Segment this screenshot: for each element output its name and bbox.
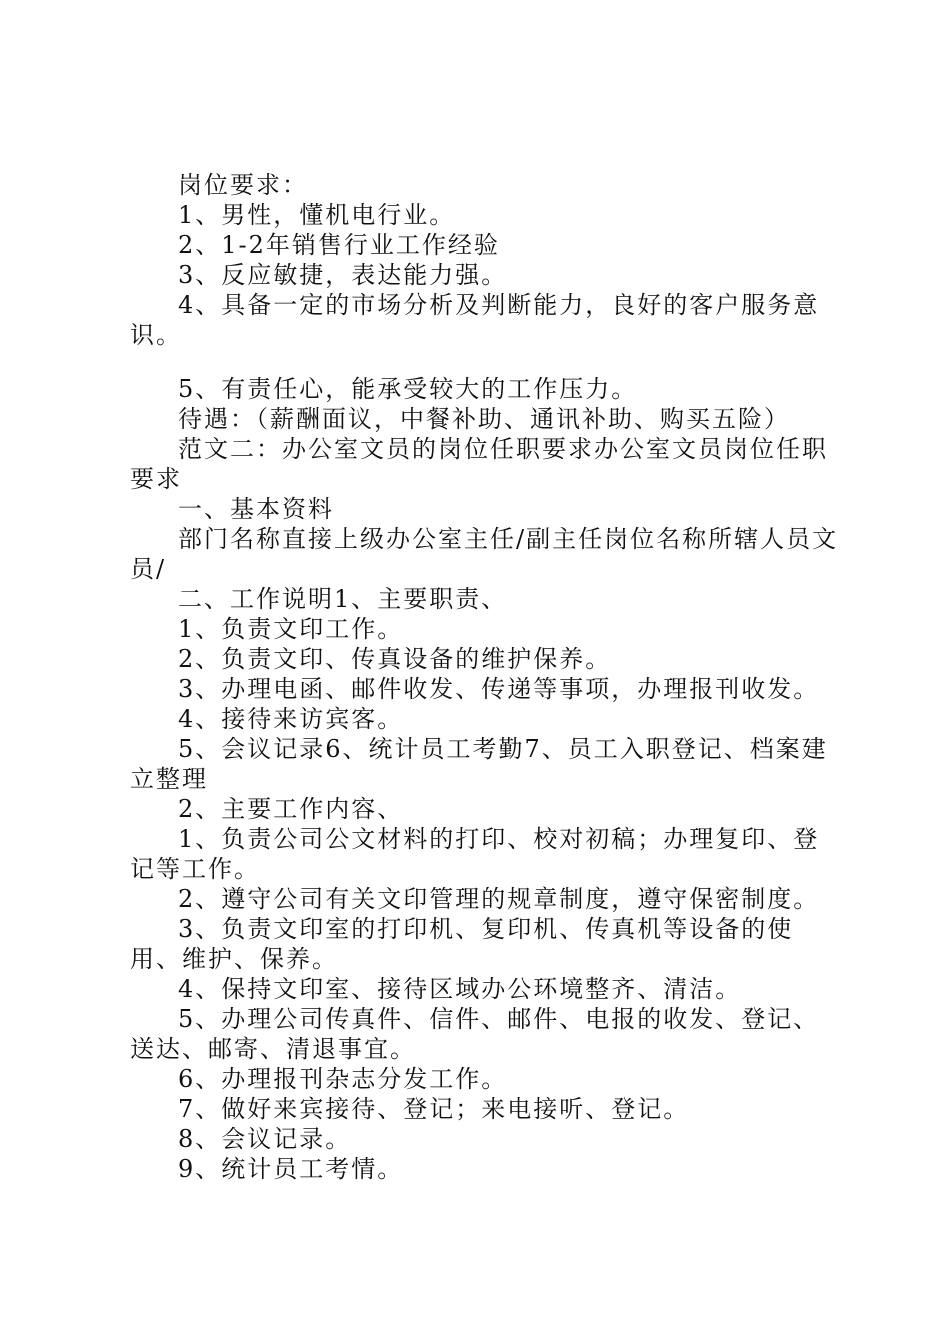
- paragraph-spacer: [130, 350, 842, 374]
- paragraph-item: 1、负责公司公文材料的打印、校对初稿；办理复印、登记等工作。: [130, 825, 820, 883]
- paragraph-item: 9、统计员工考情。: [178, 1155, 404, 1183]
- paragraph-item: 5、有责任心，能承受较大的工作压力。: [178, 375, 638, 403]
- paragraph-item: 1、负责文印工作。: [178, 615, 404, 643]
- paragraph-heading-requirements: 岗位要求：: [178, 171, 308, 199]
- paragraph-item: 2、1-2年销售行业工作经验: [178, 231, 500, 259]
- document-page: [130, 170, 842, 1184]
- paragraph-item: 3、负责文印室的打印机、复印机、传真机等设备的使用、维护、保养。: [130, 915, 794, 973]
- paragraph-item: 5、办理公司传真件、信件、邮件、电报的收发、登记、送达、邮寄、清退事宜。: [130, 1005, 820, 1063]
- paragraph-item: 7、做好来宾接待、登记；来电接听、登记。: [178, 1095, 690, 1123]
- paragraph-item: 2、遵守公司有关文印管理的规章制度，遵守保密制度。: [178, 885, 820, 913]
- paragraph-item: 2、负责文印、传真设备的维护保养。: [178, 645, 612, 673]
- paragraph-heading-work-description: 二、工作说明1、主要职责、: [178, 585, 508, 613]
- paragraph-item: 3、反应敏捷，表达能力强。: [178, 261, 508, 289]
- paragraph-item: 6、办理报刊杂志分发工作。: [178, 1065, 508, 1093]
- paragraph-item: 8、会议记录。: [178, 1125, 352, 1153]
- paragraph-item: 4、具备一定的市场分析及判断能力，良好的客户服务意识。: [130, 291, 820, 349]
- paragraph-item: 4、保持文印室、接待区域办公环境整齐、清洁。: [178, 975, 742, 1003]
- paragraph-heading-basic-info: 一、基本资料: [178, 495, 334, 523]
- paragraph-item: 1、男性，懂机电行业。: [178, 201, 456, 229]
- paragraph-item: 5、会议记录6、统计员工考勤7、员工入职登记、档案建立整理: [130, 735, 828, 793]
- paragraph-benefits: 待遇：（薪酬面议，中餐补助、通讯补助、购买五险）: [178, 405, 790, 433]
- paragraph-department: 部门名称直接上级办公室主任/副主任岗位名称所辖人员文员/: [130, 525, 839, 583]
- paragraph-item: 4、接待来访宾客。: [178, 705, 404, 733]
- paragraph-heading-main-content: 2、主要工作内容、: [178, 795, 404, 823]
- paragraph-item: 3、办理电函、邮件收发、传递等事项，办理报刊收发。: [178, 675, 820, 703]
- paragraph-section-title: 范文二：办公室文员的岗位任职要求办公室文员岗位任职要求: [130, 435, 828, 493]
